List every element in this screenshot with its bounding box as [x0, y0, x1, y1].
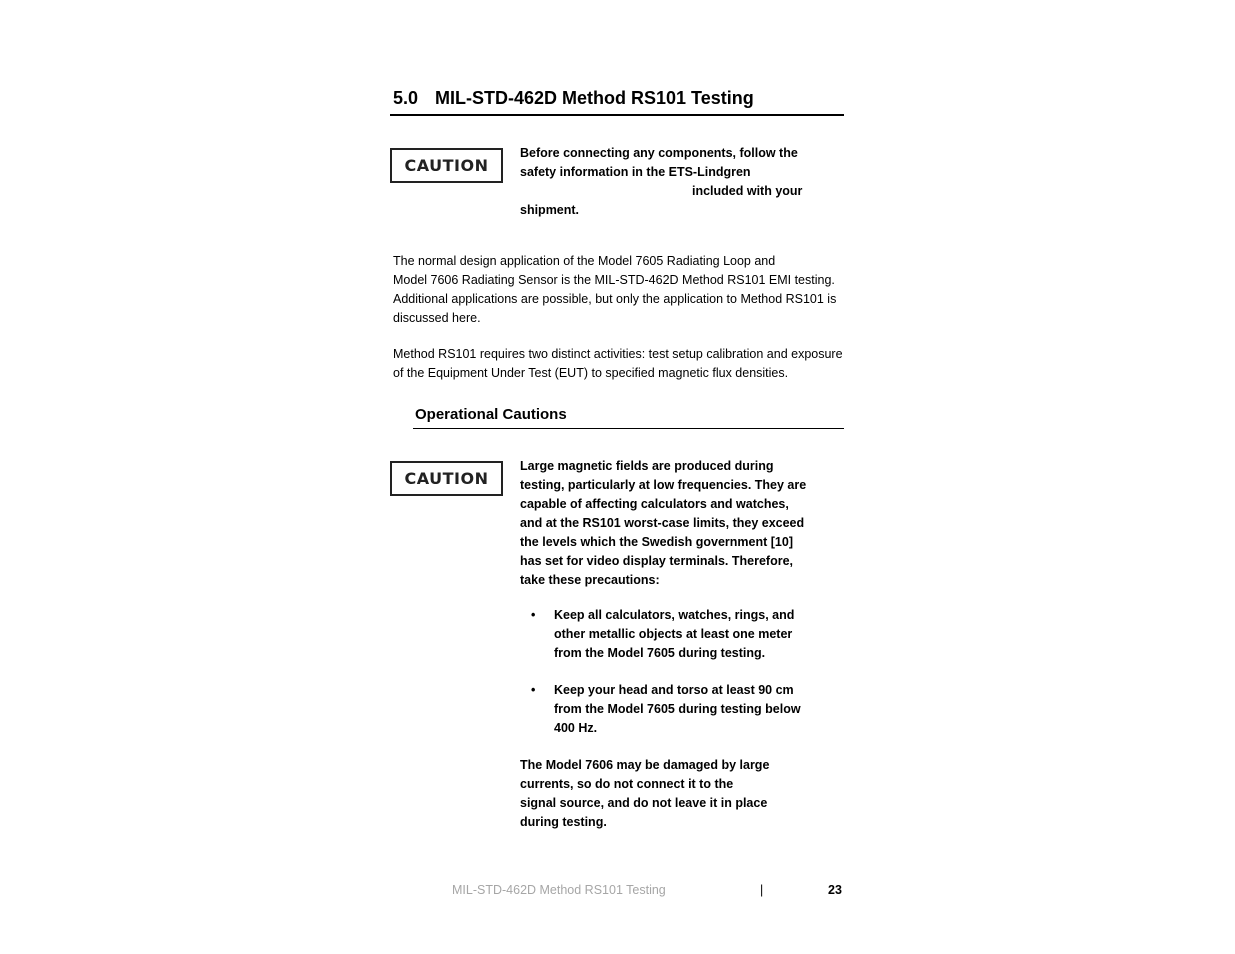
- intro-paragraph: [393, 252, 836, 328]
- bullet-icon: •: [531, 683, 536, 697]
- footer-title: MIL-STD-462D Method RS101 Testing: [452, 883, 666, 897]
- list-item-text: [554, 681, 801, 738]
- subheading-rule: [413, 428, 844, 429]
- text-line: Before connecting any components, follow the: [520, 146, 798, 160]
- text-line: signal source, and do not leave it in place: [520, 796, 768, 810]
- page-number: 23: [828, 883, 842, 897]
- caution-badge: CAUTION: [390, 461, 503, 496]
- text-line: The Model 7606 may be damaged by large: [520, 758, 770, 772]
- text-line: included with your: [692, 184, 803, 198]
- text-line: the levels which the Swedish government [10]: [520, 535, 793, 549]
- heading-rule: [390, 114, 844, 116]
- text-line: Keep all calculators, watches, rings, and: [554, 608, 795, 622]
- section-heading: [393, 88, 754, 109]
- text-line: Additional applications are possible, but only the application to Method RS101 is: [393, 292, 837, 306]
- subheading-operational-cautions: Operational Cautions: [415, 406, 567, 423]
- section-title: MIL-STD-462D Method RS101 Testing: [435, 88, 754, 108]
- section-number: 5.0: [393, 88, 419, 108]
- bullet-icon: •: [531, 608, 536, 622]
- text-line: Model 7606 Radiating Sensor is the MIL-STD-462D Method RS101 EMI testing.: [393, 273, 835, 287]
- footer-separator: |: [760, 883, 764, 897]
- list-item-text: [554, 606, 794, 663]
- method-paragraph: [393, 345, 843, 383]
- text-line: The normal design application of the Model 7605 Radiating Loop and: [393, 254, 776, 268]
- text-line: take these precautions:: [520, 573, 660, 587]
- text-line: Large magnetic fields are produced during: [520, 459, 774, 473]
- caution-text-magnetic-fields: [520, 457, 806, 590]
- text-line: from the Model 7605 during testing.: [554, 646, 766, 660]
- caution-badge: CAUTION: [390, 148, 503, 183]
- text-line: discussed here.: [393, 311, 481, 325]
- text-line: capable of affecting calculators and watches,: [520, 497, 789, 511]
- text-line: safety information in the ETS-Lindgren: [520, 165, 751, 179]
- text-line: during testing.: [520, 815, 607, 829]
- text-line: of the Equipment Under Test (EUT) to specified magnetic flux densities.: [393, 366, 789, 380]
- text-line: has set for video display terminals. Therefore,: [520, 554, 794, 568]
- text-line: testing, particularly at low frequencies. They are: [520, 478, 807, 492]
- text-line: other metallic objects at least one meter: [554, 627, 793, 641]
- text-line: currents, so do not connect it to the: [520, 777, 734, 791]
- text-line: and at the RS101 worst-case limits, they exceed: [520, 516, 805, 530]
- caution-text-safety: [520, 144, 802, 220]
- text-line: from the Model 7605 during testing below: [554, 702, 801, 716]
- damage-warning-text: [520, 756, 769, 832]
- text-line: Method RS101 requires two distinct activities: test setup calibration and exposure: [393, 347, 843, 361]
- text-line: Keep your head and torso at least 90 cm: [554, 683, 794, 697]
- text-line: 400 Hz.: [554, 721, 598, 735]
- text-line: shipment.: [520, 203, 580, 217]
